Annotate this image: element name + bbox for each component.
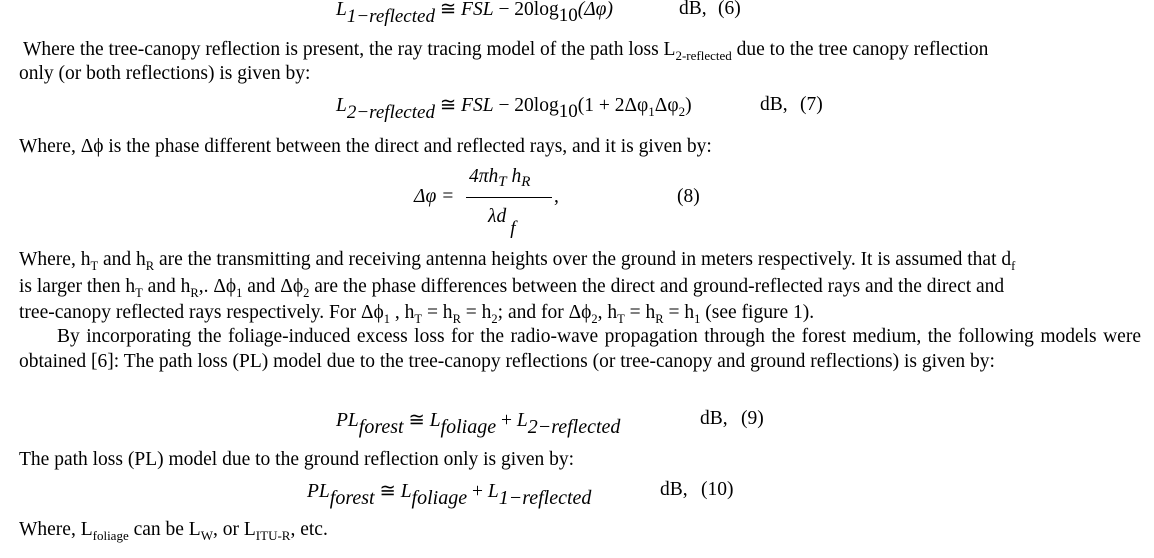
eq10-L2-subscript: 1−reflected bbox=[498, 487, 592, 509]
p3-l2c: ,. Δϕ bbox=[198, 276, 237, 297]
eq10-relation: ≅ bbox=[374, 481, 401, 502]
eq8-num-sub1: T bbox=[498, 174, 507, 190]
eq9-relation: ≅ bbox=[403, 410, 430, 431]
eq10-L1-subscript: foliage bbox=[411, 487, 468, 509]
eq7-L: L bbox=[336, 95, 347, 116]
eq9-L2: L bbox=[516, 410, 528, 431]
eq9-number: (9) bbox=[741, 408, 764, 429]
eq10-unit: dB, bbox=[660, 479, 688, 500]
eq8-num-a: 4πh bbox=[469, 166, 499, 187]
paragraph-2: Where, Δϕ is the phase different between the direct and reflected rays, and it is given by: bbox=[19, 136, 712, 157]
p6-s3: ITU-R bbox=[255, 528, 291, 543]
eq8-lhs: Δφ = bbox=[414, 186, 455, 207]
eq9-L2-subscript: 2−reflected bbox=[527, 416, 621, 438]
eq6-fsl: FSL bbox=[461, 0, 494, 20]
p3-l2a: is larger then h bbox=[19, 276, 136, 297]
eq7-number: (7) bbox=[800, 94, 823, 115]
paragraph-4: By incorporating the foliage-induced excess loss for the radio-wave propagation through the forest medium, the following models were obtained [6]: The path loss (PL) model due to the tree-canopy reflections (or tree-canopy and ground reflections) is given by: bbox=[19, 326, 1141, 372]
p3-l3a: tree-canopy reflected rays respectively. For Δϕ bbox=[19, 302, 384, 323]
p3-l3s3: R bbox=[452, 312, 461, 326]
p3-l3s5: 2 bbox=[591, 312, 598, 326]
p3-l1s1: T bbox=[90, 259, 99, 273]
eq10-number: (10) bbox=[701, 479, 734, 500]
p3-l3c: = h bbox=[422, 302, 453, 323]
p6-d: , etc. bbox=[290, 519, 328, 540]
p3-l3s4: 2 bbox=[491, 312, 498, 326]
eq8-fraction-bar bbox=[466, 197, 552, 198]
eq7-arg-sub1: 1 bbox=[648, 104, 655, 119]
eq6-number: (6) bbox=[718, 0, 741, 19]
p6-s1: foliage bbox=[92, 528, 129, 543]
paragraph-5: The path loss (PL) model due to the ground reflection only is given by: bbox=[19, 449, 575, 470]
p3-l2b: and h bbox=[142, 276, 191, 297]
eq8-number: (8) bbox=[677, 186, 700, 207]
eq7-arg-c: ) bbox=[685, 95, 692, 116]
eq7-arg-sub2: 2 bbox=[678, 104, 686, 119]
paragraph-3-line-1 bbox=[19, 248, 1015, 273]
p3-l3d: = h bbox=[460, 302, 492, 323]
p3-l2e: are the phase differences between the direct and ground-reflected rays and the direct and bbox=[309, 276, 1005, 297]
paragraph-3-line-3 bbox=[19, 301, 814, 326]
eq10-L2: L bbox=[487, 481, 499, 502]
eq7-L-subscript: 2−reflected bbox=[346, 102, 435, 123]
eq6-relation: ≅ bbox=[434, 0, 462, 20]
p3-l3s7: R bbox=[655, 312, 664, 326]
paragraph-1-line-1 bbox=[23, 38, 988, 63]
eq8-den-sub: f bbox=[510, 218, 516, 239]
eq7-log-base: 10 bbox=[558, 101, 578, 122]
eq8-denominator bbox=[488, 206, 516, 239]
eq8-comma: , bbox=[554, 186, 559, 207]
p1-subscript: 2-reflected bbox=[675, 48, 732, 63]
eq6-log-base: 10 bbox=[558, 5, 578, 26]
p3-l1s3: f bbox=[1011, 259, 1016, 273]
eq7-unit: dB, bbox=[760, 94, 788, 115]
p3-l3h: = h bbox=[663, 302, 695, 323]
p3-l1a: Where, h bbox=[19, 249, 91, 270]
eq9-pl-subscript: forest bbox=[358, 416, 404, 438]
equation-7 bbox=[336, 94, 692, 123]
p6-a: Where, L bbox=[19, 519, 93, 540]
p3-l2s1: T bbox=[135, 286, 143, 300]
eq6-minus-log: − 20log bbox=[493, 0, 559, 20]
eq8-den-a: λd bbox=[488, 206, 507, 227]
p3-l3s2: T bbox=[414, 312, 423, 326]
eq6-argument: (Δφ) bbox=[577, 0, 613, 20]
eq10-L1: L bbox=[400, 481, 412, 502]
p3-l3i: (see figure 1). bbox=[700, 302, 815, 323]
p3-l2s4: 2 bbox=[303, 286, 310, 300]
eq7-relation: ≅ bbox=[434, 95, 462, 116]
p3-l1s2: R bbox=[145, 259, 155, 273]
paragraph-3-line-2 bbox=[19, 275, 1004, 300]
eq7-fsl: FSL bbox=[461, 95, 494, 116]
eq9-pl: PL bbox=[336, 410, 359, 431]
eq10-plus: + bbox=[467, 481, 488, 502]
p3-l2s2: R bbox=[190, 286, 199, 300]
p3-l2d: and Δϕ bbox=[242, 276, 304, 297]
p6-b: can be L bbox=[128, 519, 201, 540]
p3-l3s1: 1 bbox=[383, 312, 391, 326]
p3-l3e: ; and for Δϕ bbox=[497, 302, 592, 323]
p6-c: , or L bbox=[213, 519, 256, 540]
eq9-plus: + bbox=[496, 410, 517, 431]
eq9-L1: L bbox=[429, 410, 441, 431]
p1-text-a: Where the tree-canopy reflection is present, the ray tracing model of the path loss L bbox=[23, 39, 676, 60]
eq7-arg-a: (1 + 2Δφ bbox=[577, 95, 649, 116]
eq6-unit: dB, bbox=[679, 0, 707, 19]
p3-l3s6: T bbox=[617, 312, 625, 326]
p3-l3b: , h bbox=[390, 302, 415, 323]
p3-l3s8: 1 bbox=[694, 312, 701, 326]
eq6-L-subscript: 1−reflected bbox=[346, 6, 435, 27]
p3-l3g: = h bbox=[624, 302, 656, 323]
eq8-num-sub2: R bbox=[521, 174, 531, 190]
equation-6 bbox=[336, 0, 613, 27]
eq7-minus-log: − 20log bbox=[493, 95, 559, 116]
eq10-pl-subscript: forest bbox=[329, 487, 375, 509]
p1-text-b: due to the tree canopy reflection bbox=[731, 39, 989, 60]
p3-l1b: and h bbox=[98, 249, 146, 270]
eq9-L1-subscript: foliage bbox=[440, 416, 497, 438]
eq9-unit: dB, bbox=[700, 408, 728, 429]
eq7-arg-b: Δφ bbox=[654, 95, 679, 116]
eq6-L: L bbox=[336, 0, 347, 20]
p3-l1c: are the transmitting and receiving antenna heights over the ground in meters respectively. It is assumed that d bbox=[154, 249, 1012, 270]
equation-10 bbox=[307, 479, 592, 509]
eq8-num-b: h bbox=[506, 166, 522, 187]
paragraph-6 bbox=[19, 518, 328, 543]
p3-l2s3: 1 bbox=[236, 286, 243, 300]
eq10-pl: PL bbox=[307, 481, 330, 502]
eq8-numerator bbox=[469, 166, 530, 188]
paragraph-1-line-2: only (or both reflections) is given by: bbox=[19, 63, 311, 84]
p3-l3f: , h bbox=[597, 302, 618, 323]
equation-9 bbox=[336, 408, 621, 438]
p6-s2: W bbox=[200, 528, 214, 543]
